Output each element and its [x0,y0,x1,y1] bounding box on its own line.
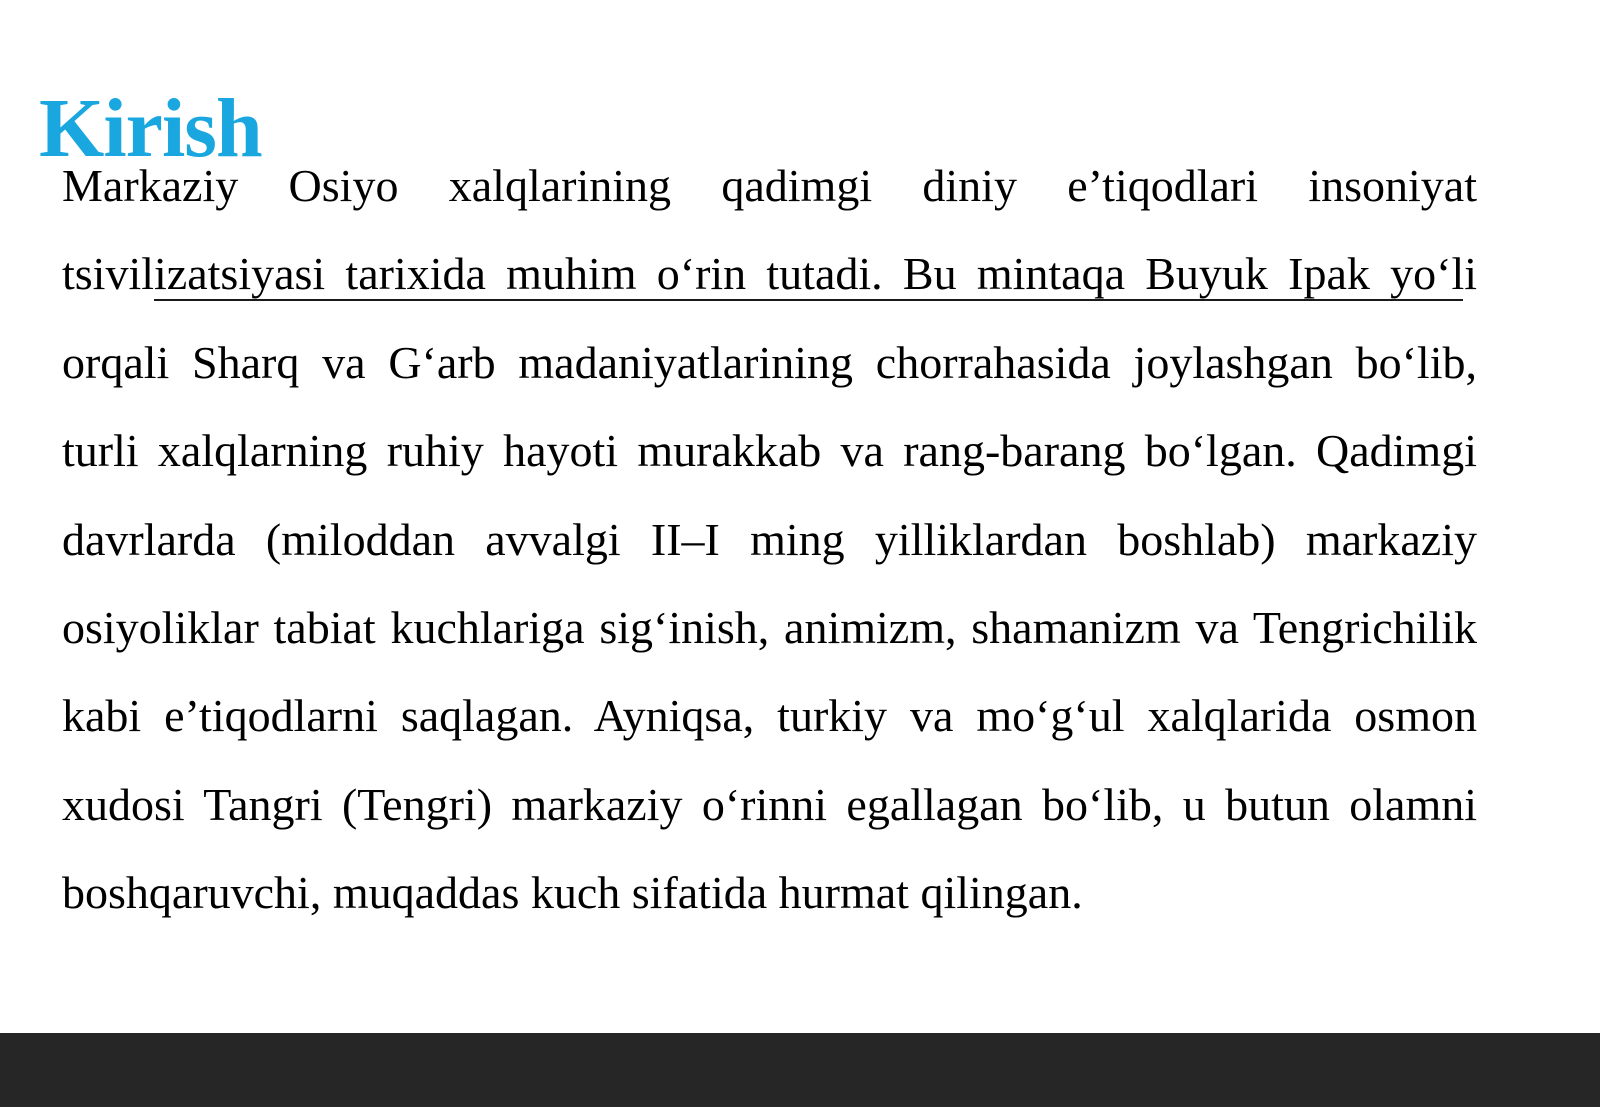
underline-decoration [154,299,1463,301]
slide-title: Kirish [39,82,262,175]
footer-bar [0,1033,1600,1107]
slide-body-paragraph: Markaziy Osiyo xalqlarining qadimgi diniy e’tiqodlari insoniyat tsivilizatsiyasi tarixida muhim o‘rin tutadi. Bu mintaqa Buyuk Ipak yo‘li orqali Sharq va G‘arb madaniyatlarining chorrahasida joylashgan bo‘lib, turli xalqlarning ruhiy hayoti murakkab va rang-barang bo‘lgan. Qadimgi davrlarda (miloddan avvalgi II–I ming yilliklardan boshlab) markaziy osiyoliklar tabiat kuchlariga sig‘inish, animizm, shamanizm va Tengrichilik kabi e’tiqodlarni saqlagan. Ayniqsa, turkiy va mo‘g‘ul xalqlarida osmon xudosi Tangri (Tengri) markaziy o‘rinni egallagan bo‘lib, u butun olamni boshqaruvchi, muqaddas kuch sifatida hurmat qilingan. [62,160,1477,919]
